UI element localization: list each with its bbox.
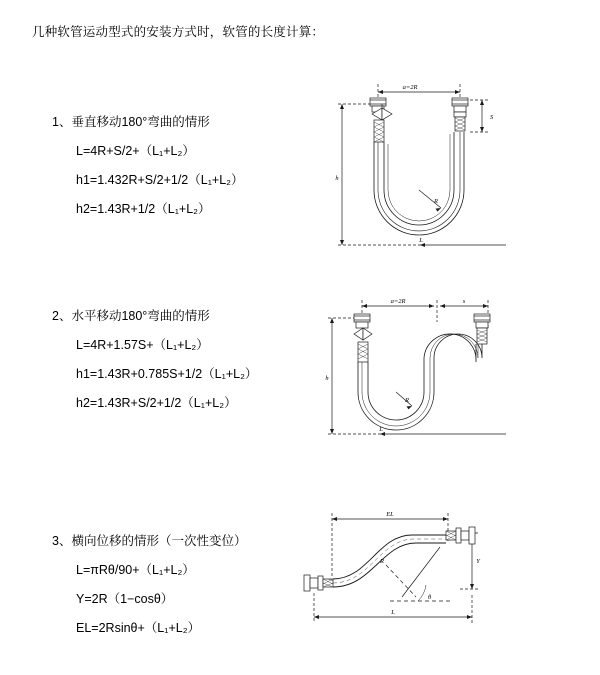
figure-1-label-radius: R bbox=[434, 198, 438, 205]
case-block-3 bbox=[52, 531, 246, 636]
figure-2-label-radius: R bbox=[405, 397, 409, 404]
case-1-formula-2: h1=1.432R+S/2+1/2（L₁+L₂） bbox=[76, 173, 244, 187]
figure-3-drawing bbox=[290, 505, 490, 635]
case-block-2 bbox=[52, 306, 257, 411]
page-title: 几种软管运动型式的安装方式时，软管的长度计算： bbox=[32, 25, 325, 39]
figure-2-label-length: L bbox=[379, 426, 383, 433]
figure-2-label-top-dim: a=2R bbox=[390, 298, 406, 305]
case-3-formula-3: EL=2Rsinθ+（L₁+L₂） bbox=[76, 621, 201, 635]
case-3-formula-1: L=πRθ/90+（L₁+L₂） bbox=[76, 563, 195, 577]
case-1-formula-1: L=4R+S/2+（L₁+L₂） bbox=[76, 144, 195, 158]
figure-lateral-offset bbox=[290, 505, 490, 635]
figure-1-drawing bbox=[310, 70, 510, 270]
figure-2-label-height: h bbox=[325, 375, 329, 382]
case-2-formula-1: L=4R+1.57S+（L₁+L₂） bbox=[76, 338, 209, 352]
figure-2-drawing bbox=[310, 288, 510, 468]
figure-3-label-bottom-dim: L bbox=[391, 609, 395, 616]
figure-1-label-length: L bbox=[419, 237, 423, 244]
figure-1-label-top-dim: a=2R bbox=[402, 84, 418, 91]
figure-3-label-side-dim: Y bbox=[476, 558, 480, 565]
figure-3-label-radius: R bbox=[380, 558, 384, 565]
case-block-1 bbox=[52, 112, 244, 217]
figure-horizontal-180-bend bbox=[310, 288, 510, 468]
case-2-formula-3: h2=1.43R+S/2+1/2（L₁+L₂） bbox=[76, 396, 237, 410]
figure-3-label-top-dim: EL bbox=[386, 511, 394, 518]
figure-1-label-height: h bbox=[335, 175, 339, 182]
case-3-title: 3、横向位移的情形（一次性变位） bbox=[52, 534, 247, 548]
figure-2-label-top-dim-2: s bbox=[462, 298, 466, 305]
figure-3-label-angle: θ bbox=[428, 594, 432, 601]
case-2-title: 2、水平移动180°弯曲的情形 bbox=[52, 309, 210, 323]
figure-vertical-180-bend bbox=[310, 70, 510, 270]
case-1-formula-3: h2=1.43R+1/2（L₁+L₂） bbox=[76, 202, 211, 216]
case-3-formula-2: Y=2R（1−cosθ） bbox=[76, 592, 174, 606]
case-1-title: 1、垂直移动180°弯曲的情形 bbox=[52, 115, 210, 129]
figure-1-label-sub: S bbox=[490, 114, 494, 121]
case-2-formula-2: h1=1.43R+0.785S+1/2（L₁+L₂） bbox=[76, 367, 258, 381]
